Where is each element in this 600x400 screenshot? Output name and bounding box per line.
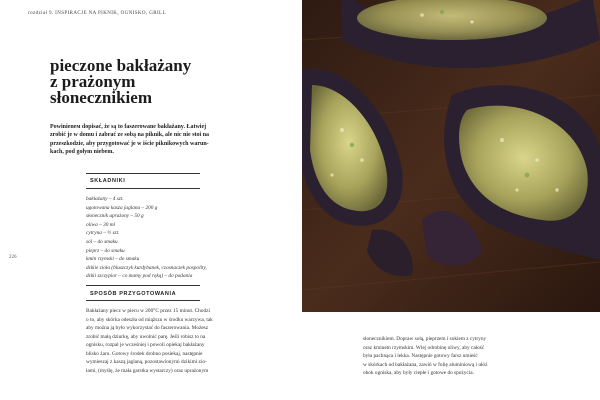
intro-line: Powinieneм dopisać, że są to faszerowane bakłażany. Łatwiej bbox=[50, 124, 207, 130]
preparation-line: zrobić małą dziurkę, aby uwolnić parę. Jeśli robisz to na bbox=[86, 333, 206, 340]
intro-line: zrobić je w domu i zabrać ze sobą na piknik, ale nic nie stoi na bbox=[50, 132, 210, 139]
preparation-line: słonecznikiem. Dopraw solą, pieprzem i sokiem z cytryny bbox=[363, 336, 487, 342]
divider bbox=[86, 300, 200, 301]
preparation-line: ognisku, rozpal je wcześniej i powoli opiekaj bakłażany bbox=[86, 342, 205, 348]
stuffed-eggplant-photo bbox=[302, 0, 600, 312]
ingredient-item: sól – do smaku bbox=[86, 238, 118, 245]
intro-line: kach, pod gołym niebem. bbox=[50, 149, 114, 156]
preparation-line: oraz kminem rzymskim. Wlej odrobinę oliwy, aby całość bbox=[363, 344, 485, 351]
divider bbox=[86, 285, 200, 286]
ingredient-item: kmin rzymski – do smaku bbox=[86, 256, 140, 263]
ingredient-item: cytryna – ½ szt. bbox=[86, 230, 120, 237]
running-head: rozdział 9. INSPIRACJE NA PIKNIK, OGNISKO, GRILL bbox=[28, 11, 166, 16]
recipe-intro bbox=[50, 123, 255, 157]
preparation-line: obok ogniska, aby były ciepłe i gotowe do spożycia. bbox=[363, 370, 474, 376]
ingredient-item: pieprz – do smaku bbox=[86, 247, 125, 254]
title-line: słonecznikiem bbox=[50, 88, 152, 107]
divider bbox=[86, 173, 200, 174]
preparation-line: o to, aby skórka odeszła od miąższu w środku warzywa, tak bbox=[86, 316, 213, 323]
ingredients-list bbox=[86, 195, 207, 281]
divider bbox=[86, 188, 200, 189]
preparation-line: łami, (myślę, że mała garstka wystarczy) oraz uprażonym bbox=[86, 367, 209, 374]
ingredients-heading: SKŁADNIKI bbox=[90, 178, 126, 184]
preparation-text bbox=[86, 307, 264, 375]
ingredient-item: ugotowana kasza jaglana – 200 g bbox=[86, 204, 158, 211]
title-line: z prażonym bbox=[50, 72, 136, 91]
ingredient-item: dziki szczypior – co mamy pod ręką) – do podania bbox=[86, 273, 193, 280]
title-line: pieczone bakłażany bbox=[50, 56, 192, 75]
preparation-line: aby można ją było wykorzystać do faszerowania. Możesz bbox=[86, 325, 209, 331]
preparation-line: była pachnąca i lekka. Następnie gotowy farsz umieść bbox=[363, 353, 478, 359]
page-number: 226 bbox=[9, 255, 17, 260]
ingredient-item: słonecznik uprażony – 50 g bbox=[86, 213, 144, 220]
intro-line: przeszkodzie, aby przygotować je w iście piknikowych warun- bbox=[50, 140, 209, 147]
preparation-heading: SPOSÓB PRZYGOTOWANIA bbox=[90, 291, 177, 297]
recipe-title bbox=[50, 58, 260, 106]
preparation-line: w skórkach od bakłażana, zawiń w folię aluminiową i ułóż bbox=[363, 361, 488, 368]
preparation-line: blisko żaru. Gotowy środek drobno posiekaj, następnie bbox=[86, 350, 203, 357]
ingredient-item: oliwa – 30 ml bbox=[86, 221, 115, 228]
preparation-continued bbox=[363, 335, 553, 378]
ingredient-item: bakłażany – 4 szt. bbox=[86, 196, 124, 202]
preparation-line: Bakłażany piecz w piecu w 200°C przez 15 minut. Chodzi bbox=[86, 308, 210, 314]
preparation-line: wymieszaj z kaszą jaglaną, pozostawionymi dzikimi zio- bbox=[86, 359, 207, 365]
ingredient-item: dzikie zioła (bluszczyk kurdybanek, czosnaczek pospolity, bbox=[86, 264, 207, 271]
